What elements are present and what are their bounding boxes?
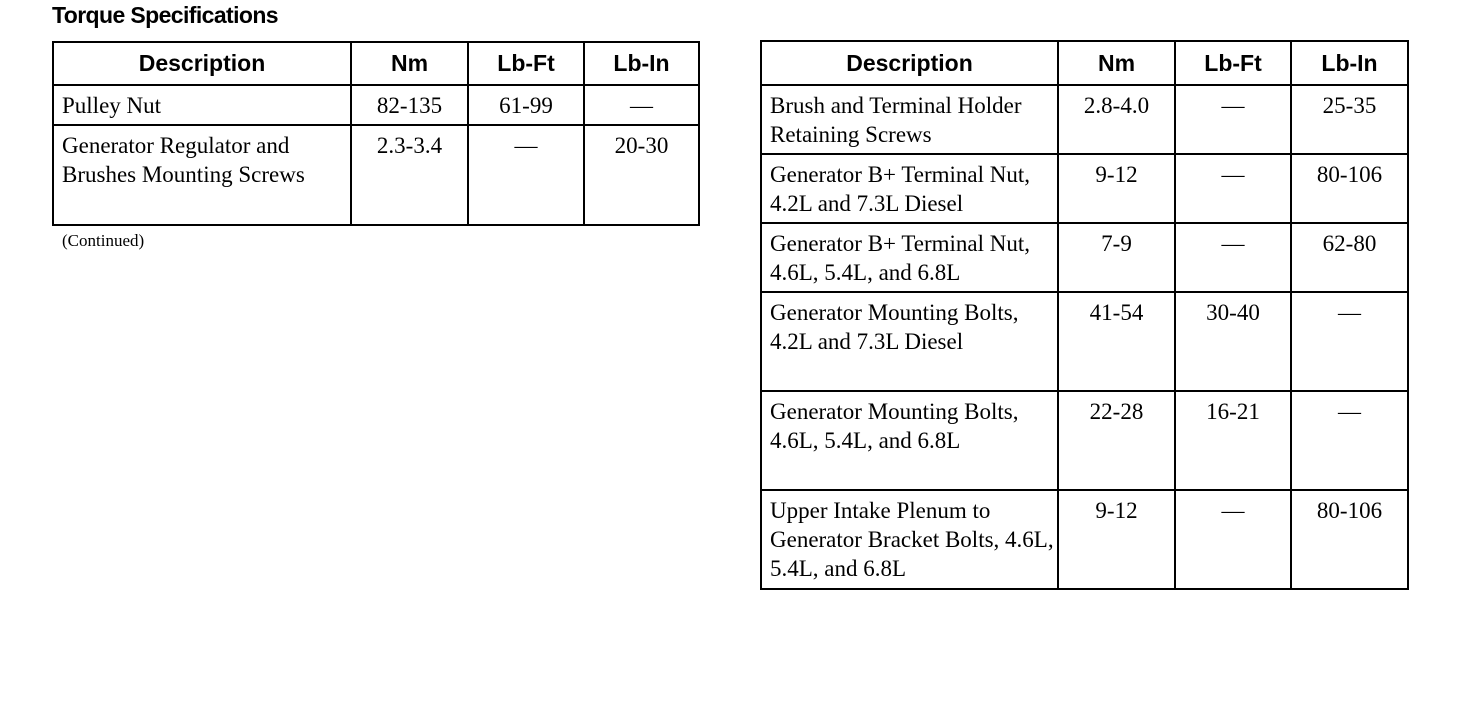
header-nm: Nm [1058,41,1175,85]
cell-lbin: 62-80 [1291,223,1408,292]
table-header-row [761,41,1408,85]
cell-lbft: — [1175,85,1291,154]
continued-note: (Continued) [62,231,145,250]
header-description: Description [761,41,1058,85]
cell-description: Pulley Nut [53,85,351,125]
header-lbft: Lb-Ft [468,42,584,85]
header-lbft: Lb-Ft [1175,41,1291,85]
header-nm: Nm [351,42,468,85]
table-row [761,292,1408,391]
cell-lbin: 20-30 [584,125,699,225]
cell-lbft: 30-40 [1175,292,1291,391]
header-lbin: Lb-In [584,42,699,85]
cell-lbft: 16-21 [1175,391,1291,490]
cell-lbft: — [1175,490,1291,589]
table-row [761,391,1408,490]
cell-lbin: — [1291,292,1408,391]
cell-nm: 9-12 [1058,490,1175,589]
cell-lbin: 80-106 [1291,490,1408,589]
cell-lbft: — [1175,154,1291,223]
table-row [761,85,1408,154]
torque-table-left [52,41,700,226]
cell-lbft: — [1175,223,1291,292]
table-row [761,154,1408,223]
table-row [53,125,699,225]
cell-description: Upper Intake Plenum to Generator Bracket Bolts, 4.6L, 5.4L, and 6.8L [761,490,1058,589]
page-title: Torque Specifications [52,2,278,28]
table-row [761,223,1408,292]
header-description: Description [53,42,351,85]
table-header-row [53,42,699,85]
cell-nm: 82-135 [351,85,468,125]
torque-table-right [760,40,1409,590]
cell-description: Generator B+ Terminal Nut, 4.6L, 5.4L, and 6.8L [761,223,1058,292]
table-row [53,85,699,125]
cell-lbin: 25-35 [1291,85,1408,154]
cell-description: Brush and Terminal Holder Retaining Screws [761,85,1058,154]
header-lbin: Lb-In [1291,41,1408,85]
cell-lbft: 61-99 [468,85,584,125]
cell-lbft: — [468,125,584,225]
cell-nm: 2.3-3.4 [351,125,468,225]
cell-nm: 9-12 [1058,154,1175,223]
cell-nm: 41-54 [1058,292,1175,391]
cell-lbin: 80-106 [1291,154,1408,223]
cell-description: Generator Mounting Bolts, 4.2L and 7.3L Diesel [761,292,1058,391]
cell-lbin: — [584,85,699,125]
cell-description: Generator B+ Terminal Nut, 4.2L and 7.3L Diesel [761,154,1058,223]
cell-description: Generator Regulator and Brushes Mounting Screws [53,125,351,225]
cell-nm: 2.8-4.0 [1058,85,1175,154]
table-row [761,490,1408,589]
cell-nm: 7-9 [1058,223,1175,292]
cell-nm: 22-28 [1058,391,1175,490]
cell-description: Generator Mounting Bolts, 4.6L, 5.4L, and 6.8L [761,391,1058,490]
cell-lbin: — [1291,391,1408,490]
